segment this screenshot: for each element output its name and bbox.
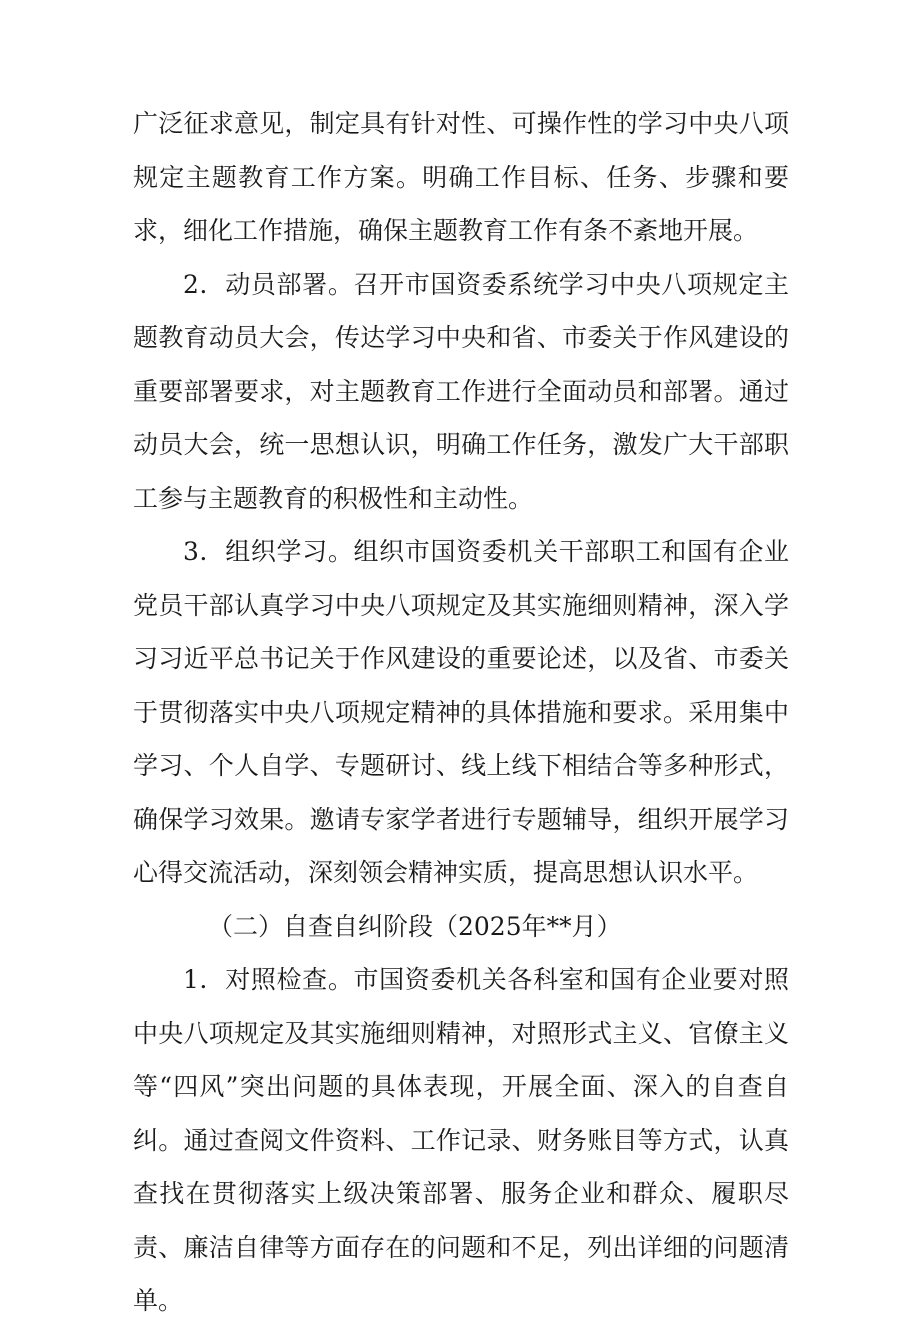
paragraph-check-against: 1．对照检查。市国资委机关各科室和国有企业要对照中央八项规定及其实施细则精神，对照形式主义、官僚主义等“四风”突出问题的具体表现，开展全面、深入的自查自纠。通过查阅文件资料、工作记录、财务账目等方式，认真查找在贯彻落实上级决策部署、服务企业和群众、履职尽责、廉洁自律等方面存在的问题和不足，列出详细的问题清单。 (133, 965, 789, 1315)
document-body (133, 97, 789, 1328)
paragraph-mobilization: 2．动员部署。召开市国资委系统学习中央八项规定主题教育动员大会，传达学习中央和省、市委关于作风建设的重要部署要求，对主题教育工作进行全面动员和部署。通过动员大会，统一思想认识，明确工作任务，激发广大干部职工参与主题教育的积极性和主动性。 (133, 269, 789, 513)
paragraph-organize-study: 3．组织学习。组织市国资委机关干部职工和国有企业党员干部认真学习中央八项规定及其实施细则精神，深入学习习近平总书记关于作风建设的重要论述，以及省、市委关于贯彻落实中央八项规定精神的具体措施和要求。采用集中学习、个人自学、专题研讨、线上线下相结合等多种形式，确保学习效果。邀请专家学者进行专题辅导，组织开展学习心得交流活动，深刻领会精神实质，提高思想认识水平。 (133, 537, 789, 887)
paragraph-plan-continuation: 广泛征求意见，制定具有针对性、可操作性的学习中央八项规定主题教育工作方案。明确工作目标、任务、步骤和要求，细化工作措施，确保主题教育工作有条不紊地开展。 (133, 109, 789, 245)
section-heading-self-inspection: （二）自查自纠阶段（2025年**月） (208, 911, 622, 941)
